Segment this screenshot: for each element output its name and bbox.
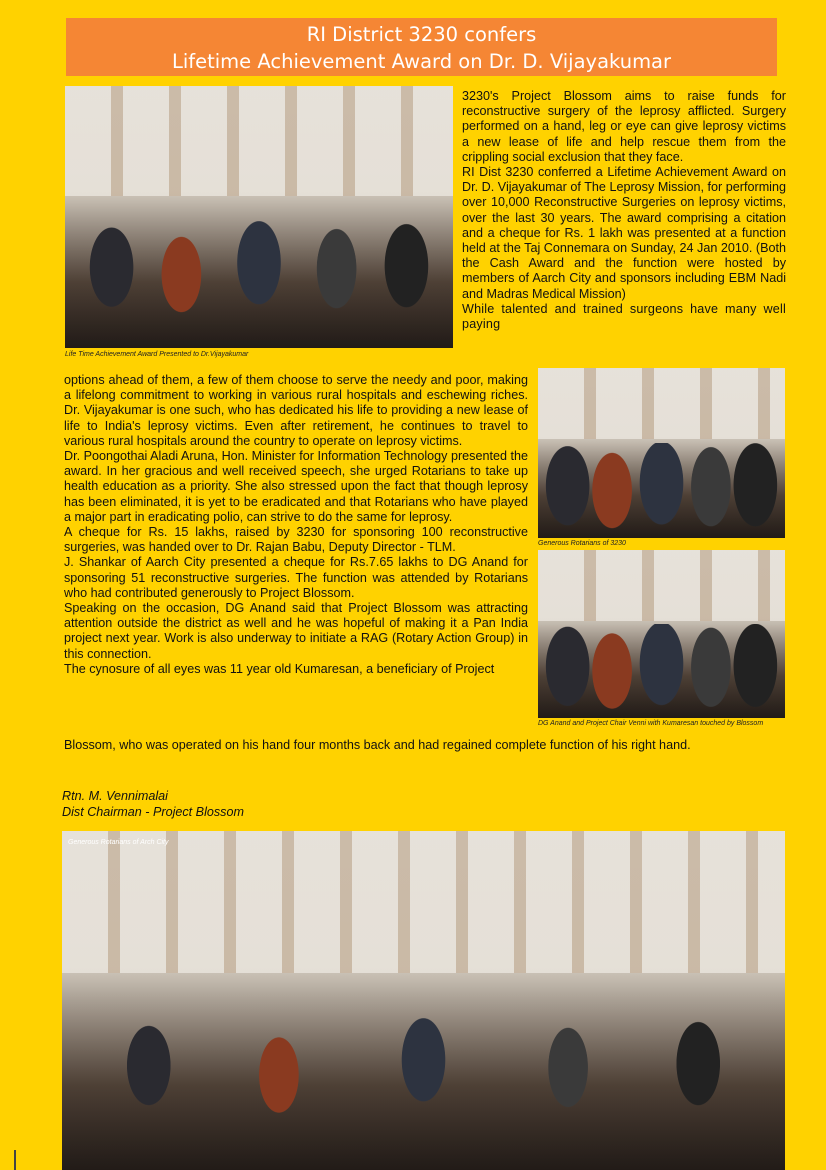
article-body [64, 373, 528, 677]
paragraph: options ahead of them, a few of them choose to serve the needy and poor, making a lifelong commitment to working in various rural hospitals and eschewing riches. Dr. Vijayakumar is one such, who has dedicated his life to providing a new lease of life to India's leprosy victims. Even after retirement, he continues to travel to various rural hospitals around the country to operate on leprosy victims. [64, 373, 528, 448]
arch-city-photo-caption: Generous Rotarians of Arch City [68, 839, 169, 846]
paragraph: 3230's Project Blossom aims to raise funds for reconstructive surgery of the leprosy afflicted. Surgery performed on a hand, leg or eye can give leprosy victims a new lease of life and help rescue them from the crippling social exclusion that they face. [462, 89, 786, 164]
paragraph: J. Shankar of Aarch City presented a cheque for Rs.7.65 lakhs to DG Anand for sponsoring 51 reconstructive surgeries. The function was attended by Rotarians who had contributed generously to Project Blossom. [64, 555, 528, 600]
generous-rotarians-photo [538, 368, 785, 538]
article-intro [462, 89, 786, 332]
award-photo-caption: Life Time Achievement Award Presented to Dr.Vijayakumar [65, 351, 249, 358]
title-line-2: Lifetime Achievement Award on Dr. D. Vijayakumar [171, 50, 672, 73]
arch-city-rotarians-photo [62, 831, 785, 1170]
paragraph: A cheque for Rs. 15 lakhs, raised by 3230 for sponsoring 100 reconstructive surgeries, was handed over to Dr. Rajan Babu, Deputy Director - TLM. [64, 525, 528, 555]
paragraph: The cynosure of all eyes was 11 year old Kumaresan, a beneficiary of Project [64, 661, 495, 676]
kumaresan-photo-caption: DG Anand and Project Chair Venni with Kumaresan touched by Blossom [538, 720, 764, 727]
paragraph: RI Dist 3230 conferred a Lifetime Achievement Award on Dr. D. Vijayakumar of The Leprosy Mission, for performing over 10,000 Reconstructive Surgeries on leprosy victims, over the last 30 years. The award comprising a citation and a cheque for Rs. 1 lakh was presented at a function held at the Taj Connemara on Sunday, 24 Jan 2010. (Both the Cash Award and the function were hosted by members of Aarch City and sponsors including EBM Nadi and Madras Medical Mission) [462, 165, 786, 301]
paragraph: While talented and trained surgeons have many well paying [462, 301, 786, 332]
signature-block [62, 788, 244, 820]
page-edge-mark [14, 1150, 16, 1170]
article-closing: Blossom, who was operated on his hand four months back and had regained complete function of his right hand. [64, 738, 691, 752]
title-line-1: RI District 3230 confers [306, 23, 537, 46]
dg-anand-kumaresan-photo [538, 550, 785, 718]
article-title-banner [66, 18, 777, 76]
paragraph: Speaking on the occasion, DG Anand said that Project Blossom was attracting attention outside the district as well and he was hopeful of making it a Pan India project next year. Work is also underway to initiate a RAG (Rotary Action Group) in this connection. [64, 601, 528, 661]
signature-title: Dist Chairman - Project Blossom [62, 805, 244, 819]
paragraph: Dr. Poongothai Aladi Aruna, Hon. Minister for Information Technology presented the award. In her gracious and well received speech, she urged Rotarians to take up health education as a priority. She also stressed upon the fact that though leprosy has been eliminated, it is yet to be eradicated and that Rotarians who have played a major part in eradicating polio, can strive to do the same for leprosy. [64, 449, 528, 524]
award-ceremony-photo [65, 86, 453, 348]
signature-name: Rtn. M. Vennimalai [62, 789, 168, 803]
rotarians-photo-caption: Generous Rotarians of 3230 [538, 540, 626, 547]
